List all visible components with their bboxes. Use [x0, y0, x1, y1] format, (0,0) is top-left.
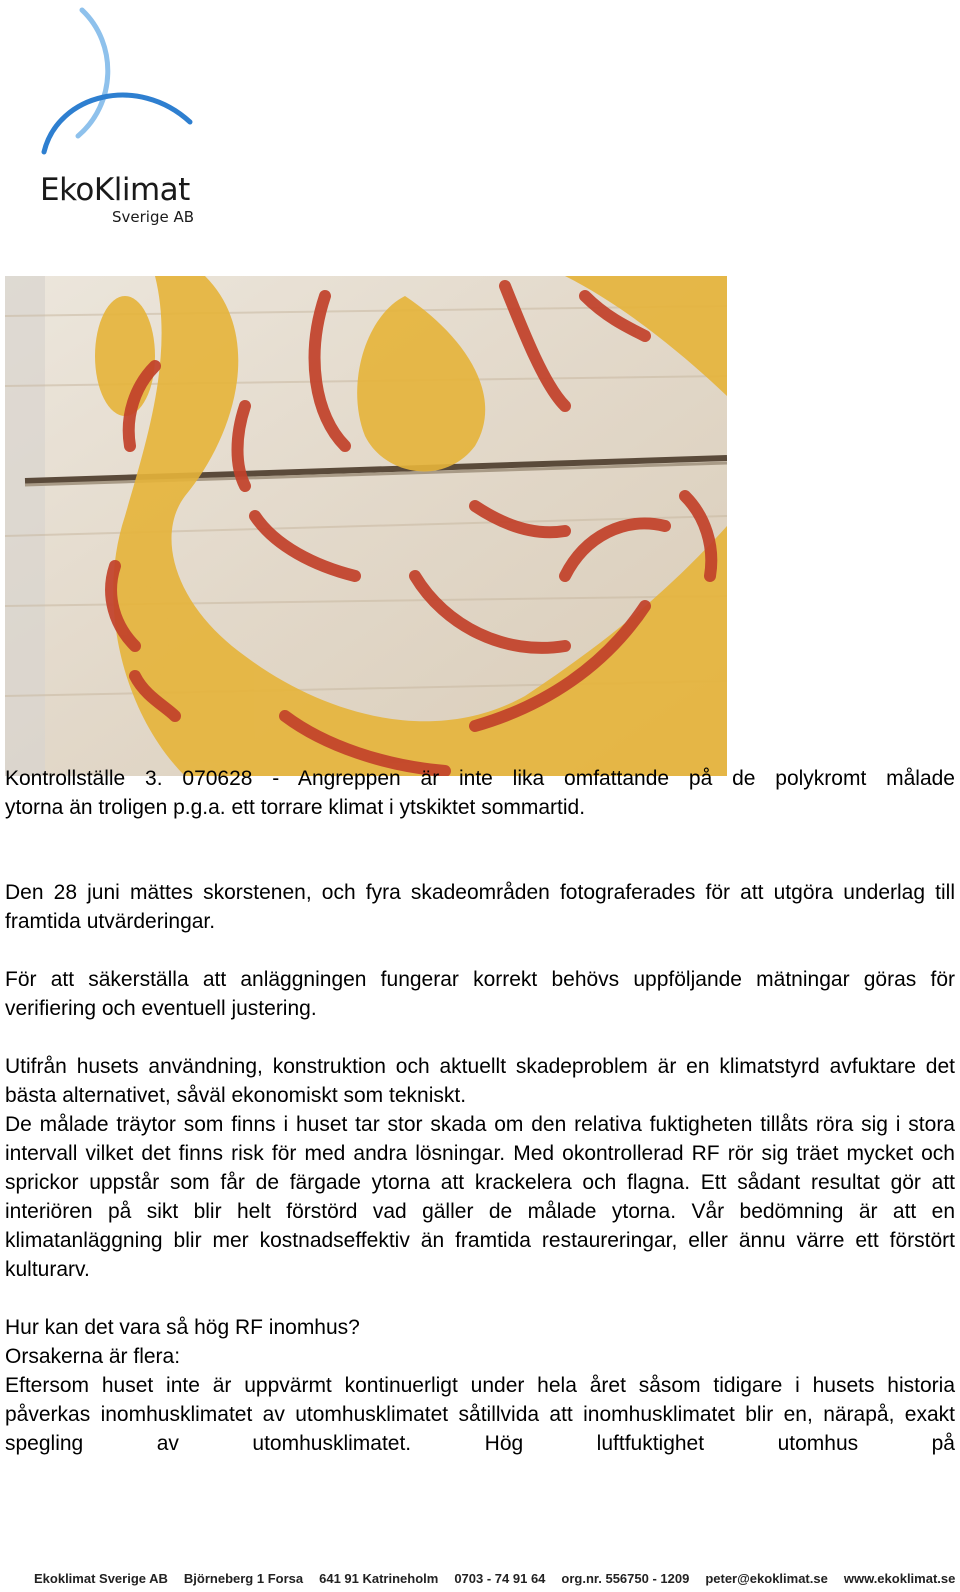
footer-company: Ekoklimat Sverige AB	[34, 1571, 168, 1586]
painted-wood-photo	[5, 276, 727, 776]
footer-email: peter@ekoklimat.se	[705, 1571, 828, 1586]
paragraph-dehumidifier: Utifrån husets användning, konstruktion och aktuellt skadeproblem är en klimatstyrd avfuktare det bästa alternativet, såväl ekonomiskt som tekniskt.	[5, 1055, 955, 1107]
logo-arcs-icon	[38, 4, 208, 174]
footer-web: www.ekoklimat.se	[843, 1571, 956, 1586]
body-text	[5, 878, 955, 1458]
photo-caption	[5, 764, 955, 822]
footer-orgnr: org.nr. 556750 - 1209	[561, 1571, 690, 1586]
page-footer	[34, 1571, 954, 1586]
paragraph-painted-surfaces: De målade träytor som finns i huset tar stor skada om den relativa fuktigheten tillåts röra sig i stora intervall vilket det finns risk för med andra lösningar. Med okontrollerad RF rör sig träet mycket och sprickor uppstår som får de färgade ytorna att krackelera och flagna. Ett sådant resultat gör att interiören på sikt blir helt förstörd vad gäller de målade ytorna. Vår bedömning är att en klimatanläggning blir mer kostnadseffektiv än framtida restaureringar, eller ännu värre ett förstört kulturarv.	[5, 1113, 955, 1281]
footer-address: Björneberg 1 Forsa	[183, 1571, 304, 1586]
logo-name: EkoKlimat	[40, 172, 190, 208]
logo-subtitle: Sverige AB	[112, 208, 195, 226]
caption-line-2: ytorna än troligen p.g.a. ett torrare klimat i ytskiktet sommartid.	[5, 796, 586, 819]
paragraph-measurement: Den 28 juni mättes skorstenen, och fyra skadeområden fotograferades för att utgöra underlag till framtida utvärderingar.	[5, 881, 955, 933]
footer-postal: 641 91 Katrineholm	[319, 1571, 439, 1586]
paragraph-causes: Eftersom huset inte är uppvärmt kontinuerligt under hela året såsom tidigare i husets historia påverkas inomhusklimatet av utomhusklimatet såtillvida att inomhusklimatet blir en, närapå, exakt spegling av utomhusklimatet. Hög luftfuktighet utomhus på	[5, 1374, 955, 1455]
company-logo	[38, 4, 208, 226]
footer-phone: 0703 - 74 91 64	[454, 1571, 546, 1586]
causes-heading: Orsakerna är flera:	[5, 1345, 181, 1368]
caption-line-1: Kontrollställe 3. 070628 - Angreppen är inte lika omfattande på de polykromt målade	[5, 767, 955, 790]
question-heading: Hur kan det vara så hög RF inomhus?	[5, 1316, 360, 1339]
paragraph-followup: För att säkerställa att anläggningen fungerar korrekt behövs uppföljande mätningar göras för verifiering och eventuell justering.	[5, 968, 955, 1020]
